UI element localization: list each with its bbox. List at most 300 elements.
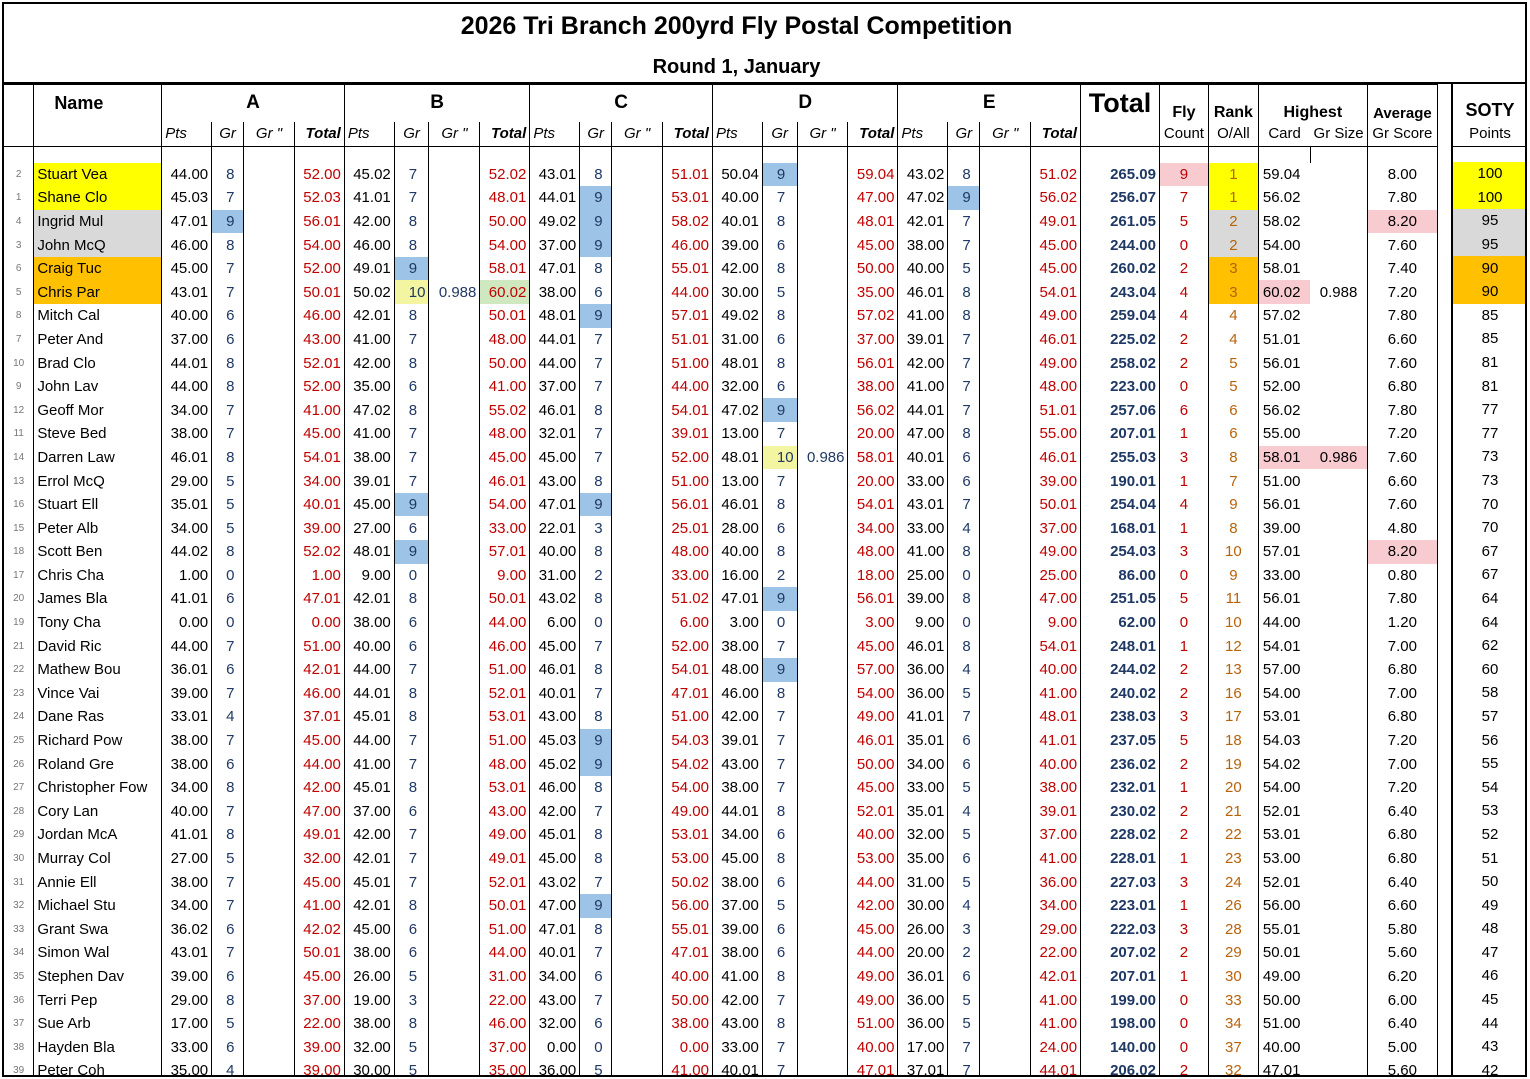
total-c: 6.00 — [663, 611, 713, 635]
competitor-name: Murray Col — [34, 847, 162, 871]
grq-d — [797, 847, 848, 871]
grq-a — [244, 965, 295, 989]
gr-c: 0 — [580, 1035, 612, 1059]
competitor-name: James Bla — [34, 587, 162, 611]
grq-e — [980, 729, 1031, 753]
grq-d — [797, 398, 848, 422]
soty-points: 53 — [1481, 802, 1499, 820]
total-e: 48.00 — [1031, 375, 1081, 399]
competitor-name: John Lav — [34, 375, 162, 399]
row-number: 14 — [13, 451, 25, 463]
fly-count: 1 — [1159, 894, 1208, 918]
pts-c: 45.00 — [530, 446, 580, 470]
row-number-subheader — [4, 122, 34, 147]
pts-d: 31.00 — [712, 328, 762, 352]
pts-c: 32.00 — [530, 1012, 580, 1036]
total-a: 37.00 — [294, 988, 344, 1012]
gr-size — [1310, 847, 1367, 871]
spacer-cell — [797, 147, 848, 163]
gr-d: 2 — [762, 564, 797, 588]
gr-e: 0 — [948, 611, 980, 635]
soty-points: 51 — [1481, 849, 1499, 867]
soty-points: 73 — [1481, 472, 1499, 490]
highest-card: 54.00 — [1258, 682, 1310, 706]
total-b: 49.01 — [480, 847, 530, 871]
pts-subheader-c: Pts — [530, 122, 580, 147]
gr-a: 0 — [212, 611, 244, 635]
gr-a: 7 — [212, 800, 244, 824]
total-d: 53.00 — [848, 847, 898, 871]
grand-total: 243.04 — [1081, 280, 1160, 304]
grq-e — [980, 422, 1031, 446]
table-row — [4, 847, 1438, 871]
soty-points: 81 — [1481, 354, 1499, 372]
pts-e: 36.00 — [898, 658, 948, 682]
highest-card: 56.00 — [1258, 894, 1310, 918]
average-gr-score: 8.20 — [1367, 210, 1437, 234]
rank-overall: 1 — [1208, 186, 1258, 210]
total-d: 20.00 — [848, 422, 898, 446]
competitor-name: Stuart Ell — [34, 493, 162, 517]
total-c: 54.03 — [663, 729, 713, 753]
fly-count: 3 — [1159, 446, 1208, 470]
rank-overall: 24 — [1208, 870, 1258, 894]
pts-e: 36.00 — [898, 682, 948, 706]
table-row — [4, 894, 1438, 918]
grq-c — [612, 210, 663, 234]
total-b: 51.00 — [480, 729, 530, 753]
competitor-name: Roland Gre — [34, 752, 162, 776]
grand-total: 251.05 — [1081, 587, 1160, 611]
pts-a: 40.00 — [162, 304, 212, 328]
grq-e — [980, 965, 1031, 989]
pts-c: 0.00 — [530, 1035, 580, 1059]
grq-d — [797, 375, 848, 399]
pts-a: 34.00 — [162, 776, 212, 800]
total-b: 46.00 — [480, 634, 530, 658]
pts-a: 27.00 — [162, 847, 212, 871]
soty-points: 70 — [1481, 519, 1499, 537]
gr-d: 8 — [762, 847, 797, 871]
total-c: 56.00 — [663, 894, 713, 918]
total-c: 51.00 — [663, 469, 713, 493]
grand-total: 207.01 — [1081, 965, 1160, 989]
soty-row — [1453, 1059, 1527, 1077]
gr-c: 6 — [580, 1012, 612, 1036]
grq-b — [429, 847, 480, 871]
gr-e: 5 — [948, 776, 980, 800]
pts-a: 0.00 — [162, 611, 212, 635]
soty-row — [1453, 516, 1527, 540]
rank-overall: 23 — [1208, 847, 1258, 871]
gr-c: 9 — [580, 729, 612, 753]
highest-card: 53.00 — [1258, 847, 1310, 871]
pts-b: 30.00 — [344, 1059, 394, 1077]
grq-e — [980, 847, 1031, 871]
fly-count: 2 — [1159, 800, 1208, 824]
pts-e: 41.01 — [898, 705, 948, 729]
gr-a: 8 — [212, 163, 244, 187]
grq-a — [244, 516, 295, 540]
grand-total: 62.00 — [1081, 611, 1160, 635]
row-number: 27 — [13, 782, 25, 794]
rank-overall: 21 — [1208, 800, 1258, 824]
total-e: 40.00 — [1031, 752, 1081, 776]
pts-c: 47.00 — [530, 894, 580, 918]
competitor-name: Darren Law — [34, 446, 162, 470]
fly-count: 9 — [1159, 163, 1208, 187]
gr-size: 0.986 — [1310, 446, 1367, 470]
total-a: 52.00 — [294, 257, 344, 281]
pts-d: 45.00 — [712, 847, 762, 871]
total-b: 48.01 — [480, 186, 530, 210]
table-row — [4, 1035, 1438, 1059]
rank-overall: 22 — [1208, 823, 1258, 847]
average-gr-score: 7.80 — [1367, 587, 1437, 611]
grq-b — [429, 1059, 480, 1077]
highest-card: 40.00 — [1258, 1035, 1310, 1059]
pts-a: 36.02 — [162, 918, 212, 942]
grq-c — [612, 351, 663, 375]
grq-d — [797, 233, 848, 257]
pts-b: 39.01 — [344, 469, 394, 493]
total-d: 47.00 — [848, 186, 898, 210]
grq-c — [612, 800, 663, 824]
pts-b: 45.01 — [344, 776, 394, 800]
spacer-cell — [162, 147, 212, 163]
total-a: 32.00 — [294, 847, 344, 871]
grq-c — [612, 280, 663, 304]
highest-card: 60.02 — [1258, 280, 1310, 304]
pts-d: 40.01 — [712, 210, 762, 234]
competitor-name: Mathew Bou — [34, 658, 162, 682]
pts-a: 44.02 — [162, 540, 212, 564]
grq-b — [429, 611, 480, 635]
grsize-subheader: Gr Size — [1310, 122, 1367, 147]
rank-overall: 16 — [1208, 682, 1258, 706]
gr-b: 6 — [394, 634, 429, 658]
table-row — [4, 564, 1438, 588]
gr-b: 7 — [394, 186, 429, 210]
grq-c — [612, 1059, 663, 1077]
table-row — [4, 540, 1438, 564]
total-e: 51.02 — [1031, 163, 1081, 187]
competitor-name: Mitch Cal — [34, 304, 162, 328]
pts-c: 44.01 — [530, 328, 580, 352]
grq-d — [797, 988, 848, 1012]
pts-a: 46.00 — [162, 233, 212, 257]
total-a: 22.00 — [294, 1012, 344, 1036]
grand-total: 261.05 — [1081, 210, 1160, 234]
grand-total: 228.02 — [1081, 823, 1160, 847]
grq-e — [980, 493, 1031, 517]
soty-points: 85 — [1481, 306, 1499, 324]
pts-e: 42.01 — [898, 210, 948, 234]
grq-c — [612, 611, 663, 635]
gr-c: 9 — [580, 752, 612, 776]
total-c: 50.00 — [663, 988, 713, 1012]
row-number: 2 — [15, 168, 22, 180]
pts-c: 45.00 — [530, 847, 580, 871]
pts-d: 13.00 — [712, 469, 762, 493]
grand-total: 237.05 — [1081, 729, 1160, 753]
average-gr-score: 7.00 — [1367, 682, 1437, 706]
highest-card: 53.01 — [1258, 705, 1310, 729]
grq-a — [244, 280, 295, 304]
table-row — [4, 233, 1438, 257]
pts-c: 43.00 — [530, 705, 580, 729]
grq-a — [244, 587, 295, 611]
row-number: 21 — [13, 640, 25, 652]
grq-d — [797, 658, 848, 682]
pts-c: 40.01 — [530, 941, 580, 965]
gr-d: 7 — [762, 776, 797, 800]
gr-d: 10 — [762, 446, 797, 470]
total-e: 47.00 — [1031, 587, 1081, 611]
grq-b — [429, 729, 480, 753]
gr-size — [1310, 634, 1367, 658]
total-a: 50.01 — [294, 280, 344, 304]
gr-e: 3 — [948, 918, 980, 942]
gr-e: 6 — [948, 469, 980, 493]
gr-c: 8 — [580, 705, 612, 729]
row-number: 32 — [13, 900, 25, 912]
total-a: 45.00 — [294, 965, 344, 989]
gr-e: 5 — [948, 870, 980, 894]
grq-d — [797, 564, 848, 588]
pts-c: 47.01 — [530, 918, 580, 942]
grq-a — [244, 682, 295, 706]
total-subheader-c: Total — [663, 122, 713, 147]
competitor-name: Vince Vai — [34, 682, 162, 706]
average-gr-score: 6.20 — [1367, 965, 1437, 989]
grq-c — [612, 469, 663, 493]
competitor-name: Tony Cha — [34, 611, 162, 635]
competitor-name: Annie Ell — [34, 870, 162, 894]
grq-d: 0.986 — [797, 446, 848, 470]
gr-e: 7 — [948, 705, 980, 729]
pts-d: 38.00 — [712, 776, 762, 800]
fly-count: 3 — [1159, 705, 1208, 729]
soty-row — [1453, 209, 1527, 233]
grq-b — [429, 988, 480, 1012]
fly-count: 2 — [1159, 1059, 1208, 1077]
grq-b — [429, 210, 480, 234]
soty-row — [1453, 304, 1527, 328]
competitor-name: Peter Alb — [34, 516, 162, 540]
gr-a: 8 — [212, 823, 244, 847]
gr-a: 5 — [212, 516, 244, 540]
soty-row — [1453, 162, 1527, 186]
gr-size — [1310, 493, 1367, 517]
gr-a: 4 — [212, 1059, 244, 1077]
gr-d: 6 — [762, 233, 797, 257]
grq-b — [429, 398, 480, 422]
pts-e: 17.00 — [898, 1035, 948, 1059]
gr-d: 9 — [762, 658, 797, 682]
grq-c — [612, 705, 663, 729]
gr-e: 7 — [948, 328, 980, 352]
pts-e: 42.00 — [898, 351, 948, 375]
pts-e: 38.00 — [898, 233, 948, 257]
total-c: 38.00 — [663, 1012, 713, 1036]
fly-count: 1 — [1159, 634, 1208, 658]
pts-a: 34.00 — [162, 398, 212, 422]
highest-card: 52.00 — [1258, 375, 1310, 399]
fly-header: Fly — [1159, 85, 1208, 122]
grq-d — [797, 1035, 848, 1059]
pts-c: 45.03 — [530, 729, 580, 753]
spacer-cell — [1258, 147, 1310, 163]
total-d: 49.00 — [848, 965, 898, 989]
competitor-name: Stephen Dav — [34, 965, 162, 989]
gr-size — [1310, 941, 1367, 965]
soty-row — [1453, 610, 1527, 634]
grq-b — [429, 163, 480, 187]
total-e: 54.01 — [1031, 634, 1081, 658]
total-e: 41.00 — [1031, 1012, 1081, 1036]
gr-a: 6 — [212, 587, 244, 611]
rank-overall: 20 — [1208, 776, 1258, 800]
soty-row — [1453, 775, 1527, 799]
gr-d: 7 — [762, 186, 797, 210]
grq-e — [980, 233, 1031, 257]
total-e: 39.01 — [1031, 800, 1081, 824]
competitor-name: David Ric — [34, 634, 162, 658]
highest-card: 56.02 — [1258, 186, 1310, 210]
row-number: 28 — [13, 805, 25, 817]
highest-header: Highest — [1258, 85, 1367, 122]
highest-card: 53.01 — [1258, 823, 1310, 847]
highest-card: 52.01 — [1258, 800, 1310, 824]
grq-d — [797, 823, 848, 847]
spacer-cell — [948, 147, 980, 163]
gr-b: 9 — [394, 493, 429, 517]
grq-a — [244, 847, 295, 871]
total-e: 44.01 — [1031, 1059, 1081, 1077]
grq-e — [980, 682, 1031, 706]
row-number: 8 — [15, 310, 22, 322]
gr-c: 8 — [580, 540, 612, 564]
total-d: 40.00 — [848, 1035, 898, 1059]
total-b: 52.02 — [480, 163, 530, 187]
row-number: 3 — [15, 239, 22, 251]
table-row — [4, 611, 1438, 635]
grq-a — [244, 918, 295, 942]
total-a: 52.01 — [294, 351, 344, 375]
soty-points: 46 — [1481, 967, 1499, 985]
total-a: 50.01 — [294, 941, 344, 965]
pts-b: 48.01 — [344, 540, 394, 564]
total-c: 51.01 — [663, 163, 713, 187]
grq-d — [797, 870, 848, 894]
total-b: 37.00 — [480, 1035, 530, 1059]
competitor-name: Simon Wal — [34, 941, 162, 965]
grq-e — [980, 918, 1031, 942]
grq-b — [429, 1035, 480, 1059]
soty-row — [1453, 587, 1527, 611]
average-gr-score: 6.60 — [1367, 469, 1437, 493]
highest-card: 56.01 — [1258, 587, 1310, 611]
grq-b — [429, 328, 480, 352]
pts-c: 37.00 — [530, 233, 580, 257]
total-d: 48.01 — [848, 210, 898, 234]
grq-c — [612, 894, 663, 918]
pts-c: 46.00 — [530, 776, 580, 800]
table-row — [4, 587, 1438, 611]
total-b: 44.00 — [480, 941, 530, 965]
grq-e — [980, 398, 1031, 422]
competitor-name: Brad Clo — [34, 351, 162, 375]
gr-e: 4 — [948, 800, 980, 824]
spacer-cell — [848, 147, 898, 163]
gr-b: 7 — [394, 658, 429, 682]
grq-d — [797, 587, 848, 611]
total-c: 44.00 — [663, 280, 713, 304]
pts-e: 35.00 — [898, 847, 948, 871]
average-gr-score: 5.60 — [1367, 1059, 1437, 1077]
competitor-name: Cory Lan — [34, 800, 162, 824]
pts-d: 38.00 — [712, 941, 762, 965]
grq-a — [244, 800, 295, 824]
grand-total: 244.02 — [1081, 658, 1160, 682]
pts-e: 36.00 — [898, 1012, 948, 1036]
spacer-cell — [1159, 147, 1208, 163]
grq-c — [612, 823, 663, 847]
total-c: 47.01 — [663, 941, 713, 965]
total-d: 56.01 — [848, 351, 898, 375]
total-a: 52.00 — [294, 375, 344, 399]
soty-points: 81 — [1481, 377, 1499, 395]
pts-b: 47.02 — [344, 398, 394, 422]
average-gr-score: 6.60 — [1367, 328, 1437, 352]
gr-b: 8 — [394, 776, 429, 800]
gr-b: 6 — [394, 611, 429, 635]
gr-a: 7 — [212, 422, 244, 446]
total-d: 37.00 — [848, 328, 898, 352]
soty-points: 62 — [1481, 637, 1499, 655]
grand-total: 254.03 — [1081, 540, 1160, 564]
gr-b: 8 — [394, 894, 429, 918]
grq-e — [980, 328, 1031, 352]
gr-d: 7 — [762, 729, 797, 753]
grq-a — [244, 611, 295, 635]
rank-overall: 34 — [1208, 1012, 1258, 1036]
soty-points: 90 — [1453, 256, 1527, 280]
average-gr-score: 7.20 — [1367, 422, 1437, 446]
row-number-header — [4, 85, 34, 122]
gr-e: 4 — [948, 894, 980, 918]
total-b: 31.00 — [480, 965, 530, 989]
gr-size — [1310, 729, 1367, 753]
rank-header: Rank — [1208, 85, 1258, 122]
total-b: 55.02 — [480, 398, 530, 422]
grand-total: 198.00 — [1081, 1012, 1160, 1036]
total-b: 58.01 — [480, 257, 530, 281]
grq-c — [612, 776, 663, 800]
rank-overall: 3 — [1208, 280, 1258, 304]
gr-e: 8 — [948, 304, 980, 328]
total-e: 46.01 — [1031, 328, 1081, 352]
pts-c: 34.00 — [530, 965, 580, 989]
pts-b: 38.00 — [344, 1012, 394, 1036]
gr-b: 8 — [394, 587, 429, 611]
gr-d: 6 — [762, 328, 797, 352]
pts-d: 44.01 — [712, 800, 762, 824]
grq-d — [797, 280, 848, 304]
gr-size — [1310, 776, 1367, 800]
table-row — [4, 1059, 1438, 1077]
